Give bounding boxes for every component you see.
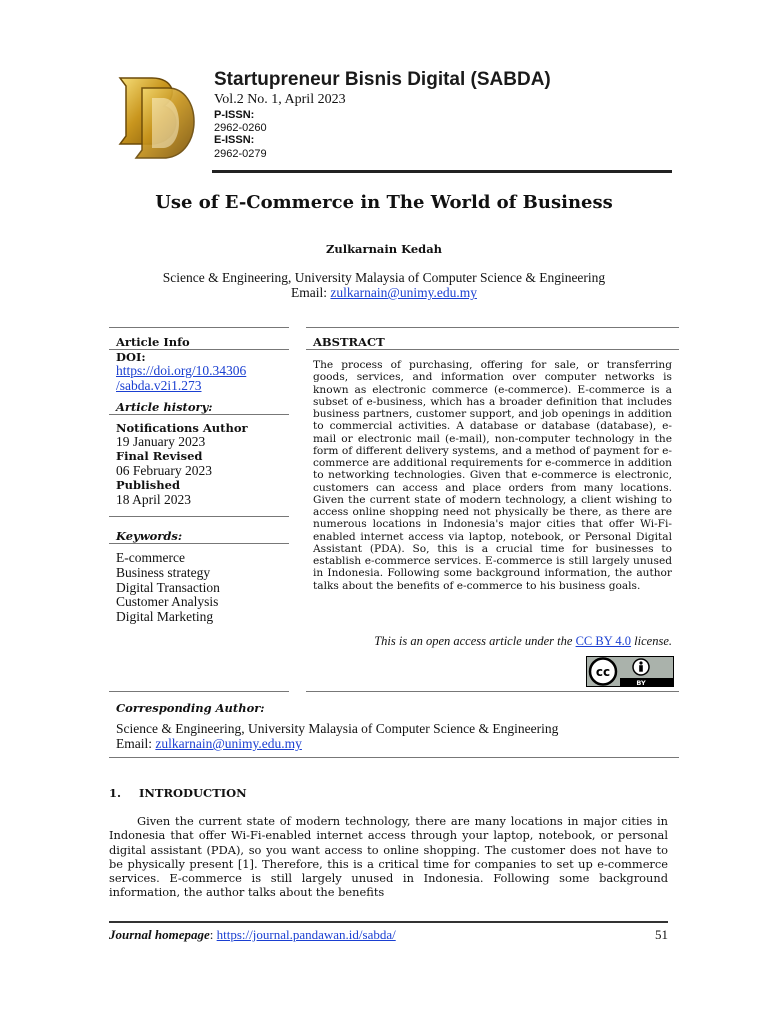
history-revised-label: Final Revised [116,449,203,463]
corresponding-email-label: Email: [116,736,156,751]
intro-number: 1. [109,786,122,800]
keyword-item: Customer Analysis [116,594,219,609]
keyword-item: Digital Transaction [116,580,220,595]
cc-badge-text: cc [595,665,611,679]
eissn-value: 2962-0279 [214,148,267,160]
doi-link-line1[interactable]: https://doi.org/10.34306 [116,363,247,378]
author-name: Zulkarnain Kedah [325,242,443,256]
history-revised-date: 06 February 2023 [116,463,212,478]
bd-logo-icon [112,70,204,162]
cc-license-icon [586,656,674,687]
corresponding-email-line [116,736,302,751]
license-link[interactable]: CC BY 4.0 [575,634,632,648]
keywords-label: Keywords: [116,529,183,543]
history-label: Article history: [116,400,213,414]
history-notifications-label: Notifications Author [116,421,248,435]
intro-title: INTRODUCTION [139,786,247,800]
journal-name: Startupreneur Bisnis Digital (SABDA) [214,69,551,90]
corresponding-label: Corresponding Author: [116,701,265,715]
intro-heading [109,786,247,800]
paper-title: Use of E-Commerce in The World of Business [155,192,613,213]
corresponding-email-link[interactable]: zulkarnain@unimy.edu.my [155,736,302,751]
journal-logo [112,70,204,162]
footer-url-link[interactable]: https://journal.pandawan.id/sabda/ [216,927,396,942]
abstract-rule-mid [306,349,679,350]
history-published-label: Published [116,478,180,492]
footer-label: Journal homepage [109,927,210,942]
intro-paragraph: Given the current state of modern technology, there are many locations in major cities in Indonesia that offer Wi-Fi-enabled internet access through your laptop, notebook, or personal digital assistant (PDA), so you want access to online shopping. The customer does not have to be physically present [1]. Therefore, this is a critical time for companies to set up e-commerce services. E-commerce is still largely unused in Indonesia. Following some background information, the author talks about the benefits [109,814,668,900]
email-label: Email: [291,285,331,300]
page-number: 51 [655,927,668,942]
cc-by-badge[interactable] [586,656,674,687]
header-rule [212,170,672,173]
abstract-heading: ABSTRACT [313,335,385,349]
doi-link-line2[interactable]: /sabda.v2i1.273 [116,378,202,393]
history-published-date: 18 April 2023 [116,492,192,507]
eissn-label: E-ISSN: [214,134,255,146]
article-info-heading: Article Info [116,335,190,349]
info-rule-keywords [109,516,289,517]
history-notifications-date: 19 January 2023 [116,434,206,449]
info-rule-keywords-bottom [109,543,289,544]
corresponding-rule-right [306,691,679,692]
keyword-item: Business strategy [116,565,211,580]
abstract-text: The process of purchasing, offering for sale, or transferring goods, services, and information over computer networks is known as electronic commerce (e-commerce). E-commerce is a subset of e-business, which has a broader definition that includes business partners, customer support, and job openings in addition to commercial activities. A database or database (database), e-mail or electronic mail (e-mail), non-computer technology in the form of different delivery systems, and a method of payment for e-commerce are additional requirements for e-commerce in addition to networking technologies. Given that e-commerce is electronic, customers can access and place orders from many locations. Given the current state of modern technology, a client wishing to access online shopping need not physically be there, as there are numerous locations in Indonesia's major cities that offer Wi-Fi-enabled internet access via laptop, notebook, or Personal Digital Assistant (PDA). So, this is a crucial time for businesses to establish e-commerce services. E-commerce is still largely unused in Indonesia. Following some background information, the author talks about the benefits of e-commerce to his business goals. [313,359,672,592]
footer-colon: : [209,927,217,942]
pissn-value: 2962-0260 [214,122,267,134]
by-badge-text: BY [636,679,646,687]
open-access-note [300,634,672,649]
info-rule-top [109,327,289,328]
journal-volume: Vol.2 No. 1, April 2023 [214,92,346,107]
corresponding-affiliation: Science & Engineering, University Malaysia of Computer Science & Engineering [116,721,559,736]
keyword-item: E-commerce [116,550,185,565]
doi-label: DOI: [116,350,146,364]
corresponding-rule-left [109,691,289,692]
author-email-line [0,285,768,301]
pissn-label: P-ISSN: [214,109,255,121]
author-email-link[interactable]: zulkarnain@unimy.edu.my [330,285,477,300]
footer-rule [109,921,668,923]
license-post: license. [631,634,672,648]
author-affiliation: Science & Engineering, University Malaysia of Computer Science & Engineering [162,270,606,285]
abstract-rule-top [306,327,679,328]
keyword-item: Digital Marketing [116,609,214,624]
info-rule-history [109,414,289,415]
corresponding-rule-bottom [109,757,679,758]
license-pre: This is an open access article under the [374,634,576,648]
footer-homepage [109,927,396,943]
